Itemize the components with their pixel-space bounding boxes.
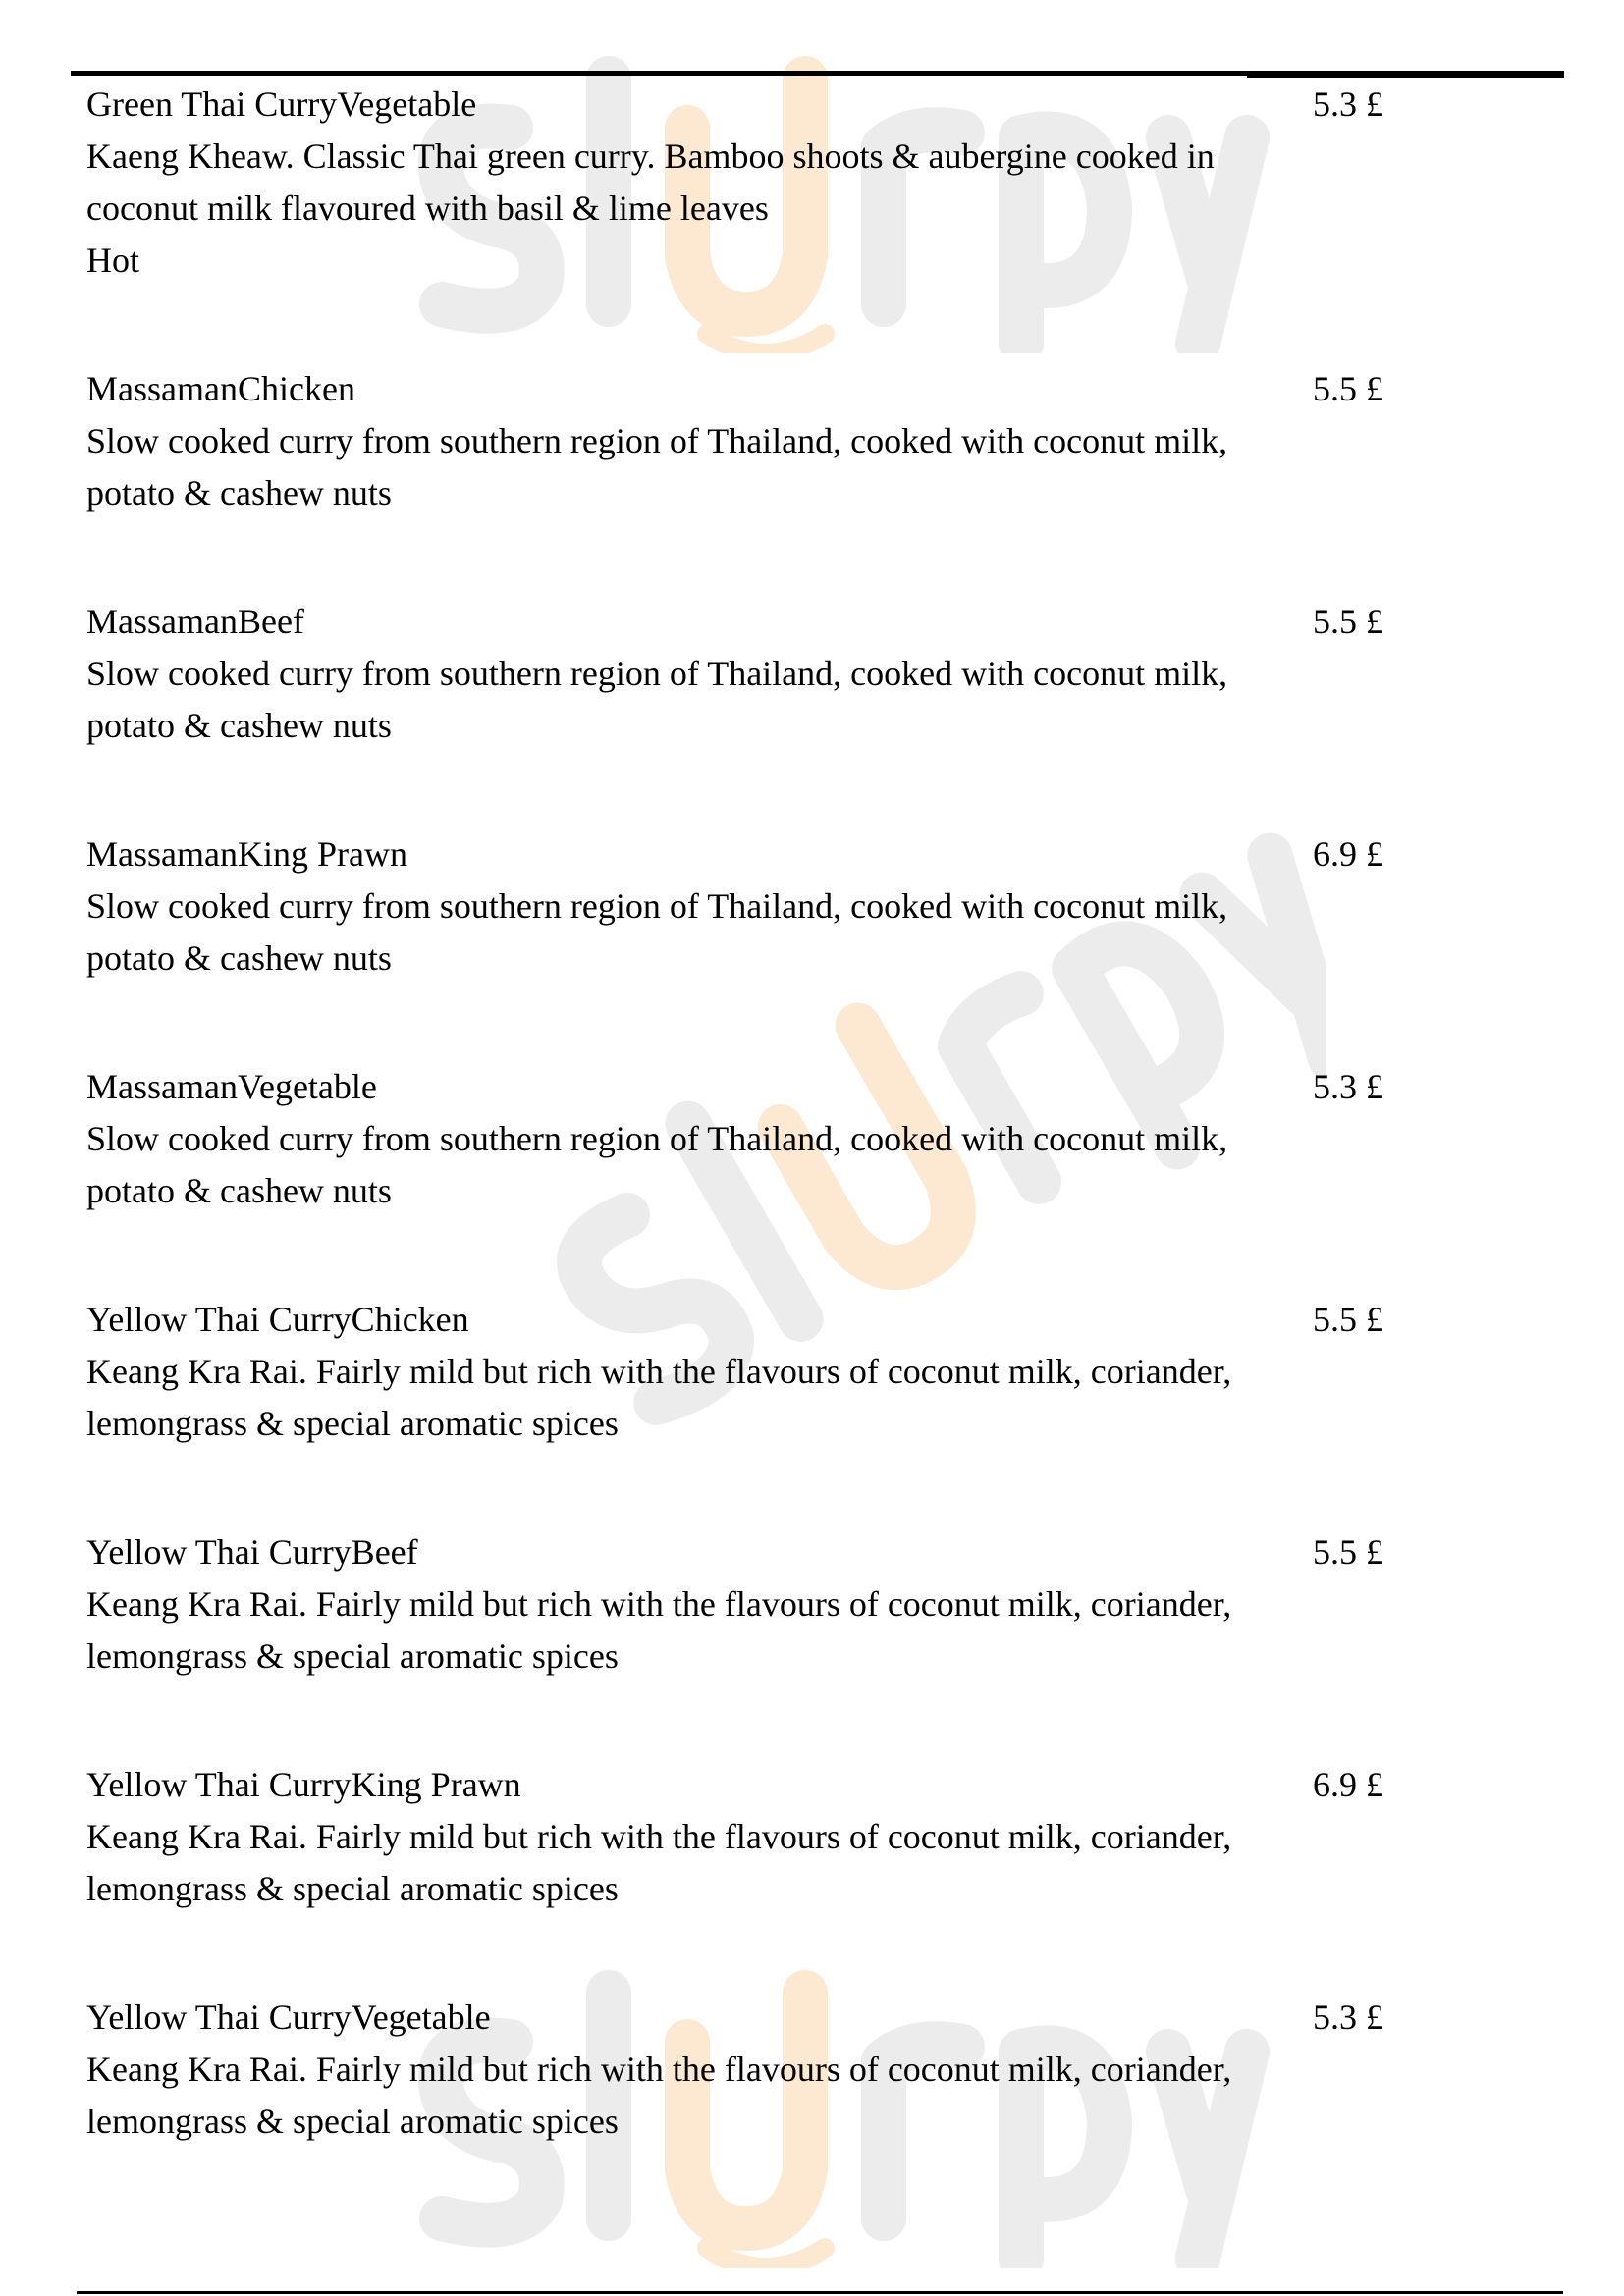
item-name: Yellow Thai CurryChicken xyxy=(86,1300,469,1339)
bottom-divider xyxy=(77,2291,1563,2294)
menu-item xyxy=(86,1061,1559,1217)
item-price: 5.3 £ xyxy=(1313,84,1383,124)
item-name: Green Thai CurryVegetable xyxy=(86,84,477,124)
item-description: Keang Kra Rai. Fairly mild but rich with the flavours of coconut milk, coriander, lemongrass & special aromatic spices xyxy=(86,1352,1232,1443)
menu-item xyxy=(86,1294,1559,1450)
menu-item xyxy=(86,363,1559,519)
item-description: Slow cooked curry from southern region of Thailand, cooked with coconut milk, potato & cashew nuts xyxy=(86,1119,1228,1210)
item-description: Keang Kra Rai. Fairly mild but rich with the flavours of coconut milk, coriander, lemongrass & special aromatic spices xyxy=(86,2050,1232,2141)
item-price: 5.3 £ xyxy=(1313,1998,1383,2037)
item-price: 5.5 £ xyxy=(1313,369,1383,408)
item-name: MassamanChicken xyxy=(86,369,355,408)
item-description: Slow cooked curry from southern region of Thailand, cooked with coconut milk, potato & cashew nuts xyxy=(86,886,1228,978)
item-name: MassamanVegetable xyxy=(86,1067,377,1106)
menu-item xyxy=(86,828,1559,985)
menu-item xyxy=(86,1526,1559,1682)
item-description: Keang Kra Rai. Fairly mild but rich with the flavours of coconut milk, coriander, lemongrass & special aromatic spices xyxy=(86,1584,1232,1676)
item-price: 5.5 £ xyxy=(1313,602,1383,641)
item-name: Yellow Thai CurryVegetable xyxy=(86,1998,491,2037)
item-price: 5.5 £ xyxy=(1313,1532,1383,1572)
item-name: Yellow Thai CurryKing Prawn xyxy=(86,1765,521,1804)
item-spice-note: Hot xyxy=(86,240,139,280)
menu-item xyxy=(86,1992,1559,2148)
menu-item xyxy=(86,79,1559,287)
item-price: 5.5 £ xyxy=(1313,1300,1383,1339)
top-divider-price-column xyxy=(1247,71,1564,78)
item-price: 6.9 £ xyxy=(1313,1765,1383,1804)
item-description: Slow cooked curry from southern region of Thailand, cooked with coconut milk, potato & cashew nuts xyxy=(86,421,1228,512)
item-price: 5.3 £ xyxy=(1313,1067,1383,1106)
item-name: Yellow Thai CurryBeef xyxy=(86,1532,418,1572)
top-divider xyxy=(71,71,1247,76)
item-description: Kaeng Kheaw. Classic Thai green curry. Bamboo shoots & aubergine cooked in coconut milk flavoured with basil & lime leaves xyxy=(86,136,1215,228)
item-description: Slow cooked curry from southern region of Thailand, cooked with coconut milk, potato & cashew nuts xyxy=(86,654,1228,745)
menu-item xyxy=(86,596,1559,752)
item-description: Keang Kra Rai. Fairly mild but rich with the flavours of coconut milk, coriander, lemongrass & special aromatic spices xyxy=(86,1817,1232,1908)
item-name: MassamanKing Prawn xyxy=(86,834,407,874)
item-price: 6.9 £ xyxy=(1313,834,1383,874)
item-name: MassamanBeef xyxy=(86,602,304,641)
menu-list xyxy=(86,79,1559,2224)
menu-item xyxy=(86,1759,1559,1915)
